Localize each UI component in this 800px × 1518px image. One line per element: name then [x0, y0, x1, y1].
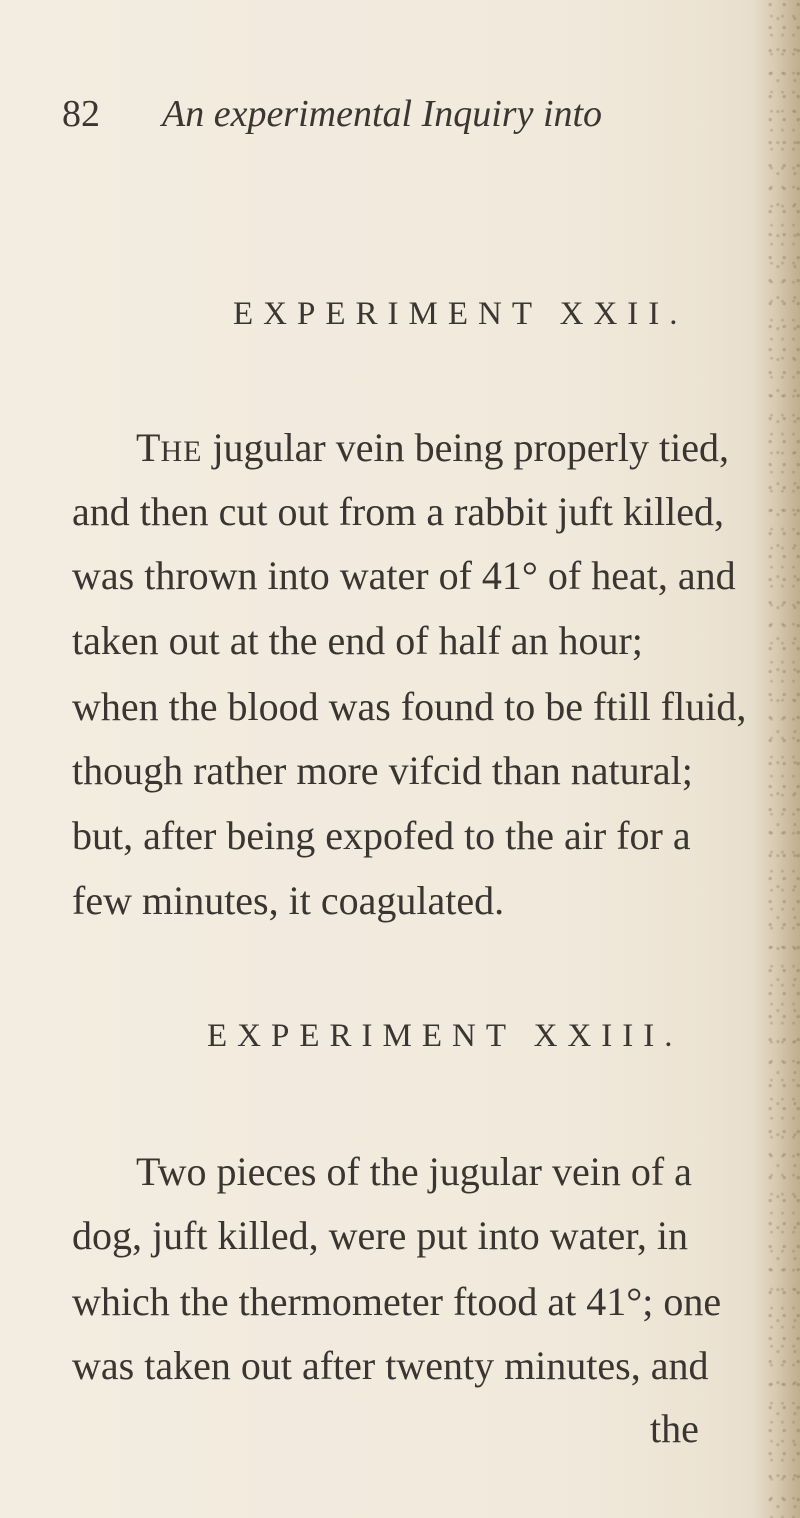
text-line: was taken out after twenty minutes, and	[72, 1343, 709, 1388]
text-line: was thrown into water of 41° of heat, and	[72, 553, 736, 598]
text-line: and then cut out from a rabbit juft killed,	[72, 489, 725, 534]
text-line: Two pieces of the jugular vein of a	[136, 1149, 692, 1194]
line-text: jugular vein being properly tied,	[202, 425, 729, 470]
small-caps-word: HE	[160, 435, 203, 468]
experiment-heading-xxii: EXPERIMENT XXII.	[233, 296, 688, 332]
text-line: taken out at the end of half an hour;	[72, 618, 643, 663]
running-title: An experimental Inquiry into	[162, 93, 603, 135]
drop-letter: T	[136, 425, 161, 470]
text-line: though rather more vifcid than natural;	[72, 748, 693, 793]
text-line	[136, 424, 729, 471]
catchword: the	[650, 1406, 699, 1451]
text-line: but, after being expofed to the air for a	[72, 813, 691, 858]
running-head	[62, 92, 602, 136]
page-number: 82	[62, 93, 100, 135]
text-line: dog, juft killed, were put into water, in	[72, 1213, 689, 1258]
text-line: few minutes, it coagulated.	[72, 878, 505, 923]
text-line: when the blood was found to be ftill fluid,	[72, 684, 747, 729]
text-line: which the thermometer ftood at 41°; one	[72, 1279, 722, 1324]
page-edge-foxing	[766, 0, 800, 1518]
experiment-heading-xxiii: EXPERIMENT XXIII.	[207, 1018, 683, 1054]
